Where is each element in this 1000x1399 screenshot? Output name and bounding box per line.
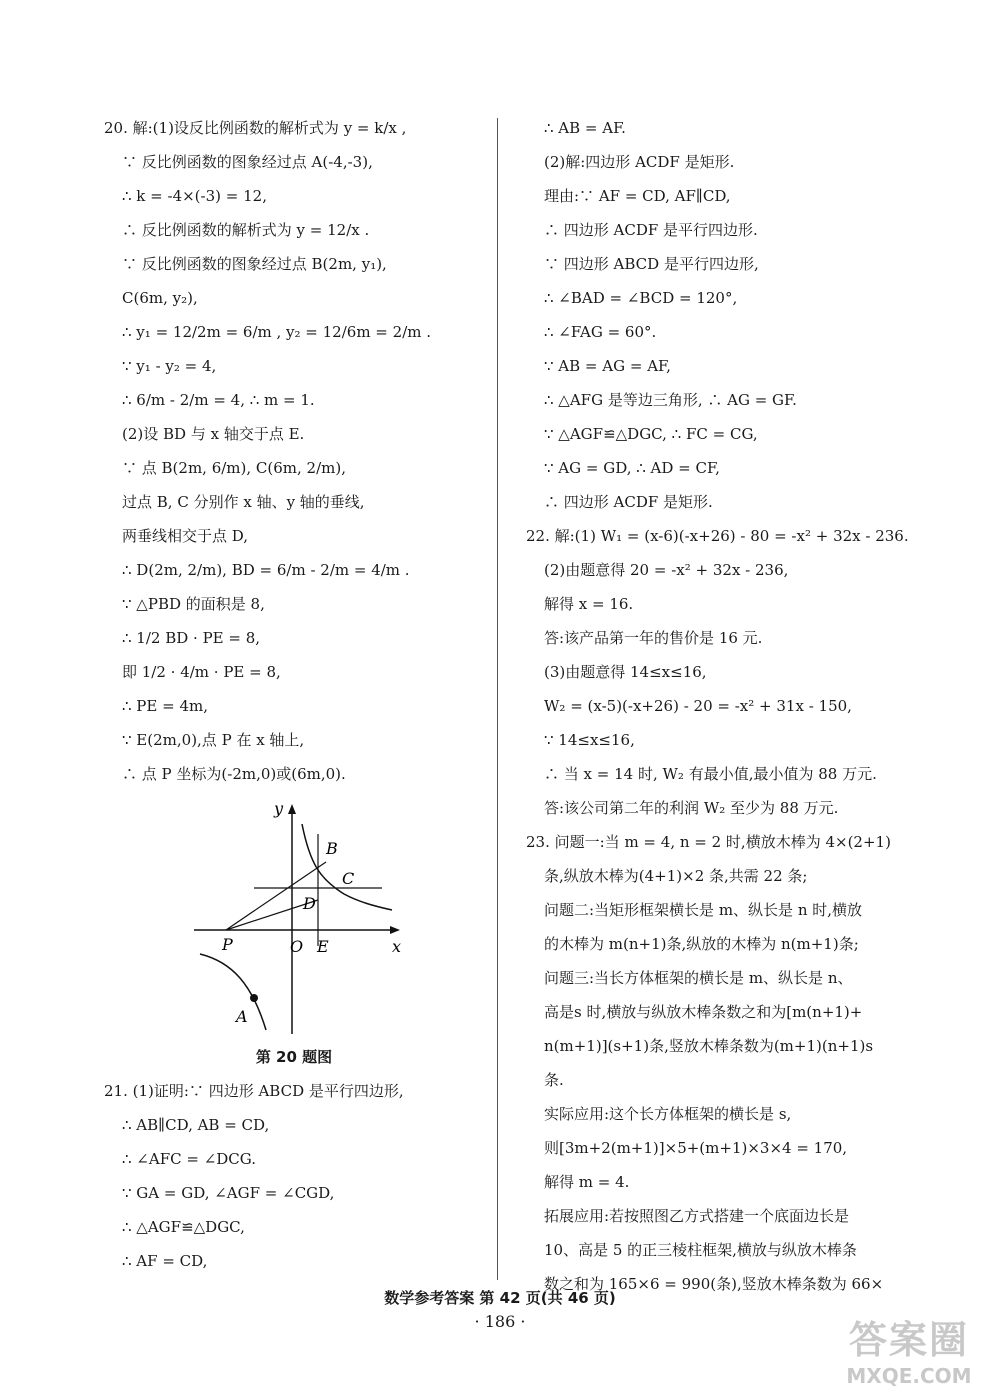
text-line: 数之和为 165×6 = 990(条),竖放木棒条数为 66× [544, 1275, 884, 1293]
coordinate-diagram [104, 794, 484, 1044]
watermark-main-text: 答案圈 [848, 1318, 969, 1362]
text-line: 理由:∵ AF = CD, AF∥CD, [544, 187, 731, 205]
page-footer-title: 数学参考答案 第 42 页(共 46 页) [384, 1289, 616, 1307]
column-divider [497, 118, 498, 1280]
text-line: (3)由题意得 14≤x≤16, [544, 663, 707, 681]
text-line: ∴ ∠BAD = ∠BCD = 120°, [544, 289, 738, 307]
figure-20 [104, 794, 484, 1044]
text-line: 高是s 时,横放与纵放木棒条数之和为[m(n+1)+ [544, 1003, 863, 1021]
point-a [250, 994, 258, 1002]
text-line: 过点 B, C 分别作 x 轴、y 轴的垂线, [122, 493, 365, 511]
text-line: ∴ y₁ = 12/2m = 6/m , y₂ = 12/6m = 2/m . [122, 323, 432, 341]
text-line: W₂ = (x-5)(-x+26) - 20 = -x² + 31x - 150, [544, 697, 852, 715]
page-number: · 186 · [474, 1312, 526, 1331]
text-line: ∵ AG = GD, ∴ AD = CF, [544, 459, 720, 477]
label-p: P [222, 935, 233, 954]
text-line: 解得 m = 4. [544, 1173, 630, 1191]
text-line: ∴ 四边形 ACDF 是矩形. [544, 493, 713, 511]
text-line: ∵ AB = AG = AF, [544, 357, 671, 375]
text-line: 的木棒为 m(n+1)条,纵放的木棒为 n(m+1)条; [544, 935, 859, 953]
x-axis-arrow [390, 926, 400, 934]
label-c: C [342, 869, 355, 888]
label-d: D [303, 894, 316, 913]
hyperbola-branch-lower [200, 954, 266, 1030]
text-line: 条. [544, 1071, 564, 1089]
text-line: ∵ GA = GD, ∠AGF = ∠CGD, [122, 1184, 335, 1202]
text-line: ∴ D(2m, 2/m), BD = 6/m - 2/m = 4/m . [122, 561, 410, 579]
y-axis-arrow [288, 804, 296, 814]
label-b: B [326, 839, 338, 858]
text-line: (2)设 BD 与 x 轴交于点 E. [122, 425, 305, 443]
text-line: 两垂线相交于点 D, [122, 527, 249, 545]
text-line: 即 1/2 · 4/m · PE = 8, [122, 663, 281, 681]
right-column [526, 118, 909, 1308]
text-line: n(m+1)](s+1)条,竖放木棒条数为(m+1)(n+1)s [544, 1037, 874, 1055]
text-line: 问题二:当矩形框架横长是 m、纵长是 n 时,横放 [544, 901, 863, 919]
label-e: E [317, 937, 329, 956]
text-line: ∴ 6/m - 2/m = 4, ∴ m = 1. [122, 391, 315, 409]
label-y: y [274, 799, 284, 818]
text-line: ∴ △AFG 是等边三角形, ∴ AG = GF. [544, 391, 797, 409]
text-line: ∵ 点 B(2m, 6/m), C(6m, 2/m), [122, 459, 346, 477]
text-line: 答:该公司第二年的利润 W₂ 至少为 88 万元. [544, 799, 839, 817]
figure-caption: 第 20 题图 [255, 1048, 333, 1066]
text-line: 10、高是 5 的正三棱柱框架,横放与纵放木棒条 [544, 1241, 857, 1259]
text-line: ∴ ∠FAG = 60°. [544, 323, 657, 341]
text-line: 拓展应用:若按照图乙方式搭建一个底面边长是 [544, 1207, 850, 1225]
text-line: ∵ 四边形 ABCD 是平行四边形, [544, 255, 759, 273]
text-line: ∴ ∠AFC = ∠DCG. [122, 1150, 256, 1168]
text-line: ∵ 14≤x≤16, [544, 731, 635, 749]
text-line: ∴ AB∥CD, AB = CD, [122, 1116, 270, 1134]
text-line: ∵ △PBD 的面积是 8, [122, 595, 265, 613]
text-line: (2)解:四边形 ACDF 是矩形. [544, 153, 735, 171]
watermark-sub-text: MXQE.COM [846, 1364, 972, 1388]
text-line: ∴ 反比例函数的解析式为 y = 12/x . [122, 221, 370, 239]
text-line: ∴ AB = AF. [544, 119, 626, 137]
text-line: ∴ 点 P 坐标为(-2m,0)或(6m,0). [122, 765, 346, 783]
text-line: 答:该产品第一年的售价是 16 元. [544, 629, 763, 647]
left-column [104, 118, 484, 1285]
text-line: 实际应用:这个长方体框架的横长是 s, [544, 1105, 792, 1123]
text-line: ∵ y₁ - y₂ = 4, [122, 357, 217, 375]
text-line: 解得 x = 16. [544, 595, 634, 613]
text-line: 条,纵放木棒为(4+1)×2 条,共需 22 条; [544, 867, 808, 885]
text-line: ∴ 四边形 ACDF 是平行四边形. [544, 221, 758, 239]
text-line: 则[3m+2(m+1)]×5+(m+1)×3×4 = 170, [544, 1139, 848, 1157]
text-line: ∴ AF = CD, [122, 1252, 208, 1270]
text-line: ∴ 当 x = 14 时, W₂ 有最小值,最小值为 88 万元. [544, 765, 877, 783]
text-line: ∵ △AGF≌△DGC, ∴ FC = CG, [544, 425, 758, 443]
text-line: ∴ 1/2 BD · PE = 8, [122, 629, 261, 647]
text-line: 21. (1)证明:∵ 四边形 ABCD 是平行四边形, [104, 1082, 404, 1100]
text-line: ∵ 反比例函数的图象经过点 A(-4,-3), [122, 153, 373, 171]
text-line: ∴ PE = 4m, [122, 697, 208, 715]
text-line: (2)由题意得 20 = -x² + 32x - 236, [544, 561, 789, 579]
watermark-logo [834, 1309, 984, 1389]
text-line: ∴ k = -4×(-3) = 12, [122, 187, 267, 205]
text-line: 23. 问题一:当 m = 4, n = 2 时,横放木棒为 4×(2+1) [526, 833, 891, 851]
text-line: ∵ E(2m,0),点 P 在 x 轴上, [122, 731, 305, 749]
label-a: A [236, 1007, 248, 1026]
text-line: 20. 解:(1)设反比例函数的解析式为 y = k/x , [104, 119, 407, 137]
label-x: x [392, 937, 402, 956]
text-line: 22. 解:(1) W₁ = (x-6)(-x+26) - 80 = -x² + 32x - 236. [526, 527, 909, 545]
text-line: ∴ △AGF≌△DGC, [122, 1218, 245, 1236]
text-line: ∵ 反比例函数的图象经过点 B(2m, y₁), [122, 255, 387, 273]
text-line: 问题三:当长方体框架的横长是 m、纵长是 n、 [544, 969, 853, 987]
label-o: O [290, 937, 304, 956]
text-line: C(6m, y₂), [122, 289, 198, 307]
